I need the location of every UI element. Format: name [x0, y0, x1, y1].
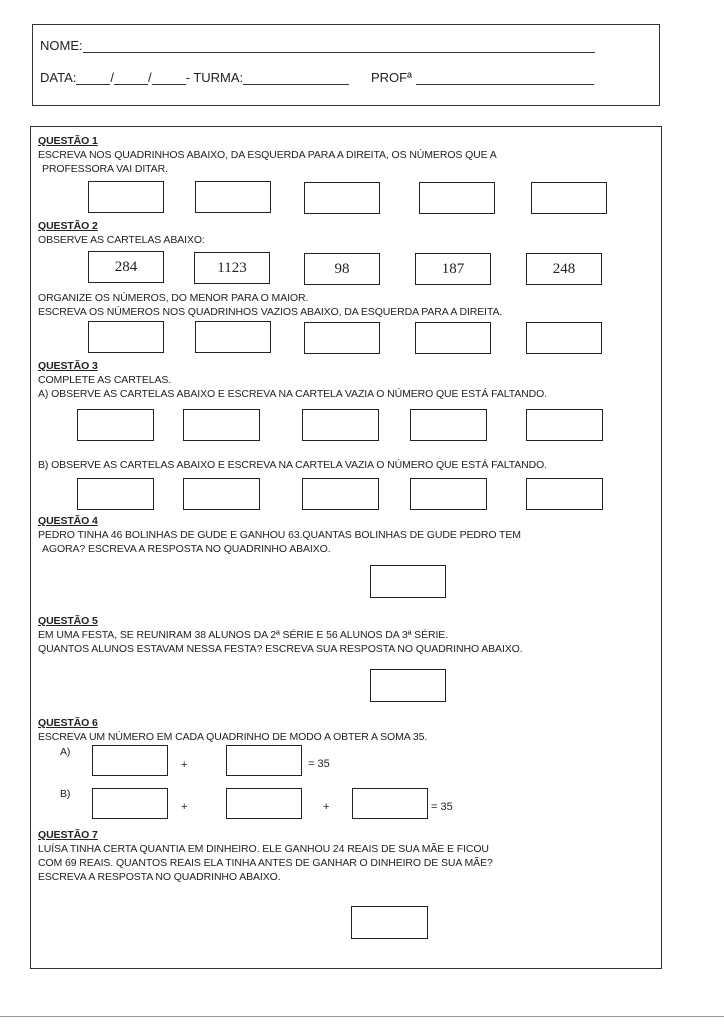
turma-label: - TURMA:: [185, 70, 244, 85]
q6a-equals: = 35: [308, 758, 330, 770]
q3a-card[interactable]: [302, 409, 379, 441]
q3b-card[interactable]: [183, 478, 260, 510]
q6-text-1: ESCREVA UM NÚMERO EM CADA QUADRINHO DE MODO A OBTER A SOMA 35.: [38, 731, 428, 743]
prof-field[interactable]: [416, 72, 594, 85]
q6a-plus: +: [181, 759, 188, 771]
q3-title: QUESTÃO 3: [38, 360, 98, 372]
q5-answer-box[interactable]: [370, 669, 446, 702]
q6b-box-3[interactable]: [352, 788, 428, 819]
q3-text-a: A) OBSERVE AS CARTELAS ABAIXO E ESCREVA NA CARTELA VAZIA O NÚMERO QUE ESTÁ FALTANDO.: [38, 388, 547, 400]
q6b-plus-2: +: [323, 801, 330, 813]
q3b-card[interactable]: [302, 478, 379, 510]
date-slash-2: /: [147, 70, 152, 85]
q1-answer-box[interactable]: [304, 182, 380, 214]
q4-title: QUESTÃO 4: [38, 515, 98, 527]
q5-title: QUESTÃO 5: [38, 615, 98, 627]
name-label: NOME:: [40, 38, 83, 53]
q2-text-3: ESCREVA OS NÚMEROS NOS QUADRINHOS VAZIOS ABAIXO, DA ESQUERDA PARA A DIREITA.: [38, 306, 503, 318]
q7-answer-box[interactable]: [351, 906, 428, 939]
q7-text-1: LUÍSA TINHA CERTA QUANTIA EM DINHEIRO. ELE GANHOU 24 REAIS DE SUA MÃE E FICOU: [38, 843, 489, 855]
q3a-card[interactable]: [77, 409, 154, 441]
prof-label: PROFª: [371, 70, 412, 85]
date-month-field[interactable]: [114, 72, 148, 85]
q2-number-card: 98: [304, 253, 380, 285]
q2-answer-box[interactable]: [415, 322, 491, 354]
q4-answer-box[interactable]: [370, 565, 446, 598]
turma-field[interactable]: [243, 72, 349, 85]
q1-answer-box[interactable]: [419, 182, 495, 214]
q6a-box-1[interactable]: [92, 745, 168, 776]
q2-number-card: 248: [526, 253, 602, 285]
date-day-field[interactable]: [76, 72, 110, 85]
q2-answer-box[interactable]: [526, 322, 602, 354]
q6b-box-2[interactable]: [226, 788, 302, 819]
q6b-box-1[interactable]: [92, 788, 168, 819]
q2-title: QUESTÃO 2: [38, 220, 98, 232]
q3a-card[interactable]: [410, 409, 487, 441]
date-row: [40, 70, 349, 85]
q1-text-2: PROFESSORA VAI DITAR.: [42, 163, 168, 175]
name-row: [40, 38, 595, 53]
q3a-card[interactable]: [183, 409, 260, 441]
q4-text-1: PEDRO TINHA 46 BOLINHAS DE GUDE E GANHOU 63.QUANTAS BOLINHAS DE GUDE PEDRO TEM: [38, 529, 521, 541]
q6b-equals: = 35: [431, 801, 453, 813]
q6b-plus-1: +: [181, 801, 188, 813]
q6-label-b: B): [60, 788, 71, 800]
header-frame: [32, 24, 660, 106]
q4-text-2: AGORA? ESCREVA A RESPOSTA NO QUADRINHO ABAIXO.: [42, 543, 331, 555]
q2-text-2: ORGANIZE OS NÚMEROS, DO MENOR PARA O MAIOR.: [38, 292, 309, 304]
prof-row: [371, 70, 594, 85]
q6-title: QUESTÃO 6: [38, 717, 98, 729]
q1-answer-box[interactable]: [531, 182, 607, 214]
q3-text-1: COMPLETE AS CARTELAS.: [38, 374, 172, 386]
q6-label-a: A): [60, 746, 71, 758]
q7-text-3: ESCREVA A RESPOSTA NO QUADRINHO ABAIXO.: [38, 871, 281, 883]
scan-edge-line: [0, 1016, 724, 1017]
q1-title: QUESTÃO 1: [38, 135, 98, 147]
name-field[interactable]: [83, 40, 595, 53]
q1-text-1: ESCREVA NOS QUADRINHOS ABAIXO, DA ESQUERDA PARA A DIREITA, OS NÚMEROS QUE A: [38, 149, 497, 161]
q2-answer-box[interactable]: [88, 321, 164, 353]
q2-number-card: 284: [88, 251, 164, 283]
q7-text-2: COM 69 REAIS. QUANTOS REAIS ELA TINHA ANTES DE GANHAR O DINHEIRO DE SUA MÃE?: [38, 857, 493, 869]
q6a-box-2[interactable]: [226, 745, 302, 776]
q3b-card[interactable]: [526, 478, 603, 510]
q7-title: QUESTÃO 7: [38, 829, 98, 841]
q1-answer-box[interactable]: [88, 181, 164, 213]
q2-number-card: 187: [415, 253, 491, 285]
q2-text-1: OBSERVE AS CARTELAS ABAIXO:: [38, 234, 205, 246]
q3b-card[interactable]: [77, 478, 154, 510]
q5-text-2: QUANTOS ALUNOS ESTAVAM NESSA FESTA? ESCREVA SUA RESPOSTA NO QUADRINHO ABAIXO.: [38, 643, 523, 655]
q3-text-b: B) OBSERVE AS CARTELAS ABAIXO E ESCREVA NA CARTELA VAZIA O NÚMERO QUE ESTÁ FALTANDO.: [38, 459, 547, 471]
q5-text-1: EM UMA FESTA, SE REUNIRAM 38 ALUNOS DA 2ª SÉRIE E 56 ALUNOS DA 3ª SÉRIE.: [38, 629, 449, 641]
q2-answer-box[interactable]: [195, 321, 271, 353]
q2-answer-box[interactable]: [304, 322, 380, 354]
date-slash-1: /: [110, 70, 114, 85]
q3b-card[interactable]: [410, 478, 487, 510]
q2-number-card: 1123: [194, 252, 270, 284]
q3a-card[interactable]: [526, 409, 603, 441]
date-label: DATA:: [40, 70, 77, 85]
q1-answer-box[interactable]: [195, 181, 271, 213]
date-year-field[interactable]: [152, 72, 186, 85]
